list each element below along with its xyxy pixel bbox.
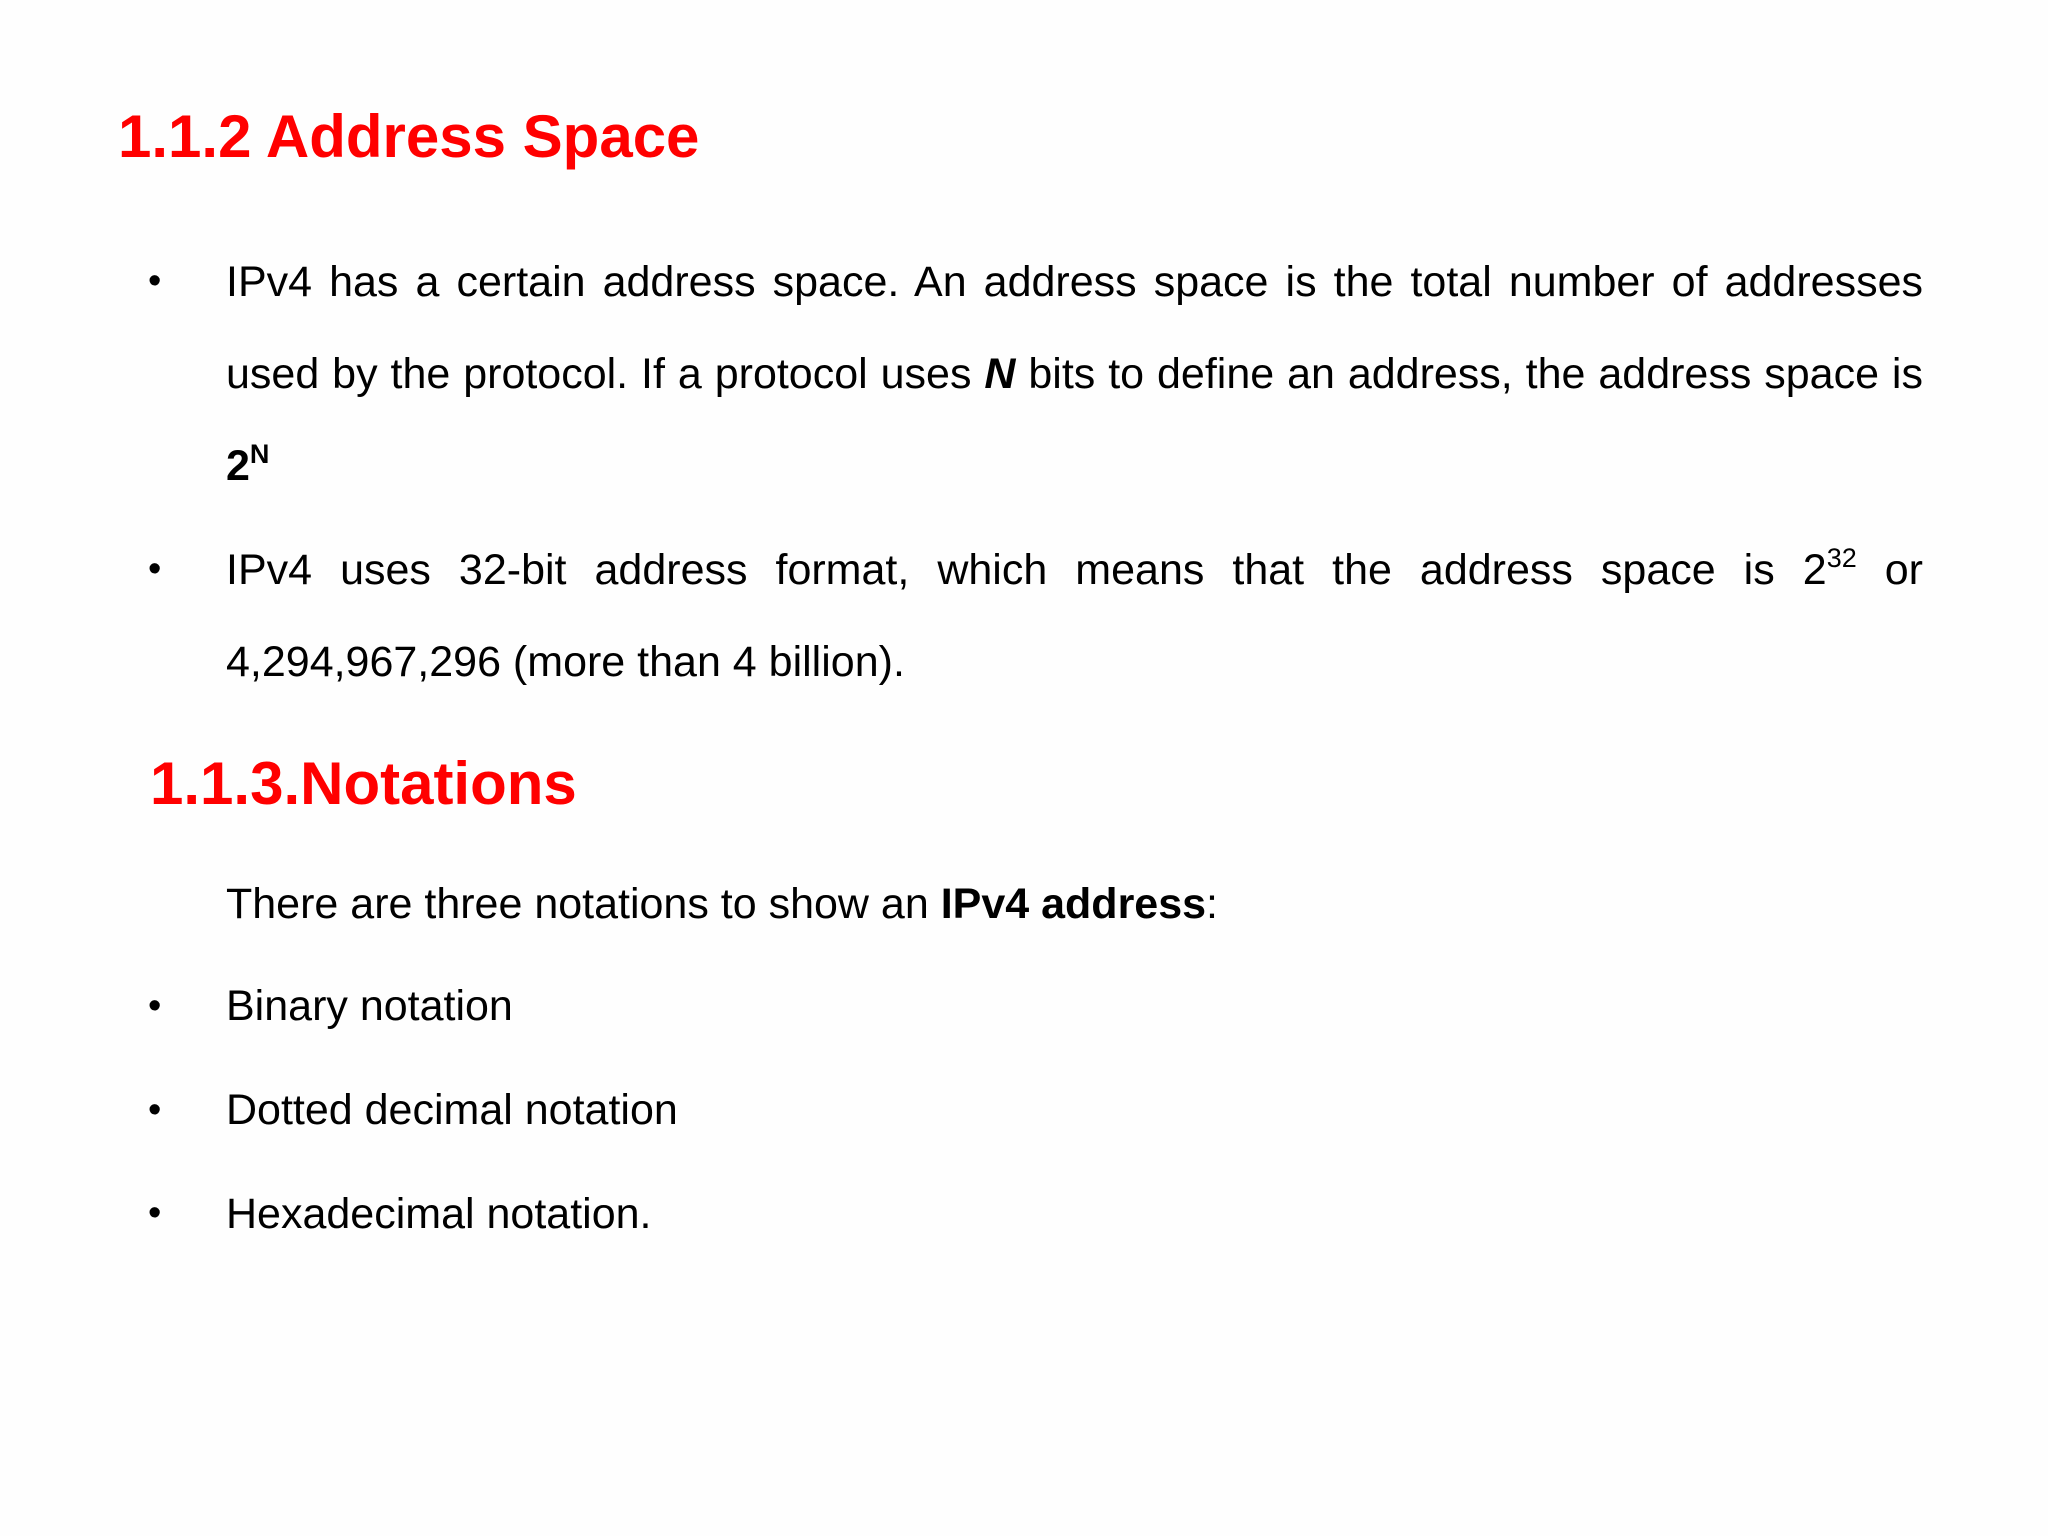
paragraph-notations-intro xyxy=(226,858,1726,950)
heading-address-space: 1.1.2 Address Space xyxy=(118,103,700,170)
list-item-binary-notation: Binary notation xyxy=(226,982,513,1030)
bullet-marker: • xyxy=(148,548,162,590)
text-span: bits to define an address, the address space is xyxy=(1015,350,1923,398)
heading-notations: 1.1.3.Notations xyxy=(150,750,577,817)
text-span: There are three notations to show an xyxy=(226,880,941,928)
text-span: : xyxy=(1206,880,1218,928)
superscript-n: N xyxy=(249,439,270,469)
paragraph-ipv4-32-bit xyxy=(226,524,1923,708)
bold-ipv4-address: IPv4 address xyxy=(940,880,1207,928)
bullet-marker: • xyxy=(148,260,162,302)
bullet-marker: • xyxy=(148,985,162,1027)
list-item-dotted-decimal-notation: Dotted decimal notation xyxy=(226,1086,678,1134)
text-span: IPv4 has a certain address space. An address space is the total number of addresses used by the protocol. If a protocol uses xyxy=(226,258,1923,398)
text-span: or 4,294,967,296 (more than 4 billion). xyxy=(226,546,1923,686)
text-span: IPv4 uses 32-bit address format, which means that the address space is 2 xyxy=(226,546,1827,594)
paragraph-address-space-definition xyxy=(226,236,1923,512)
bullet-marker: • xyxy=(148,1089,162,1131)
superscript-32: 32 xyxy=(1826,543,1857,573)
bold-base: 2 xyxy=(226,442,250,490)
bullet-marker: • xyxy=(148,1192,162,1234)
bold-italic-n: N xyxy=(984,350,1016,398)
list-item-hexadecimal-notation: Hexadecimal notation. xyxy=(226,1190,652,1238)
